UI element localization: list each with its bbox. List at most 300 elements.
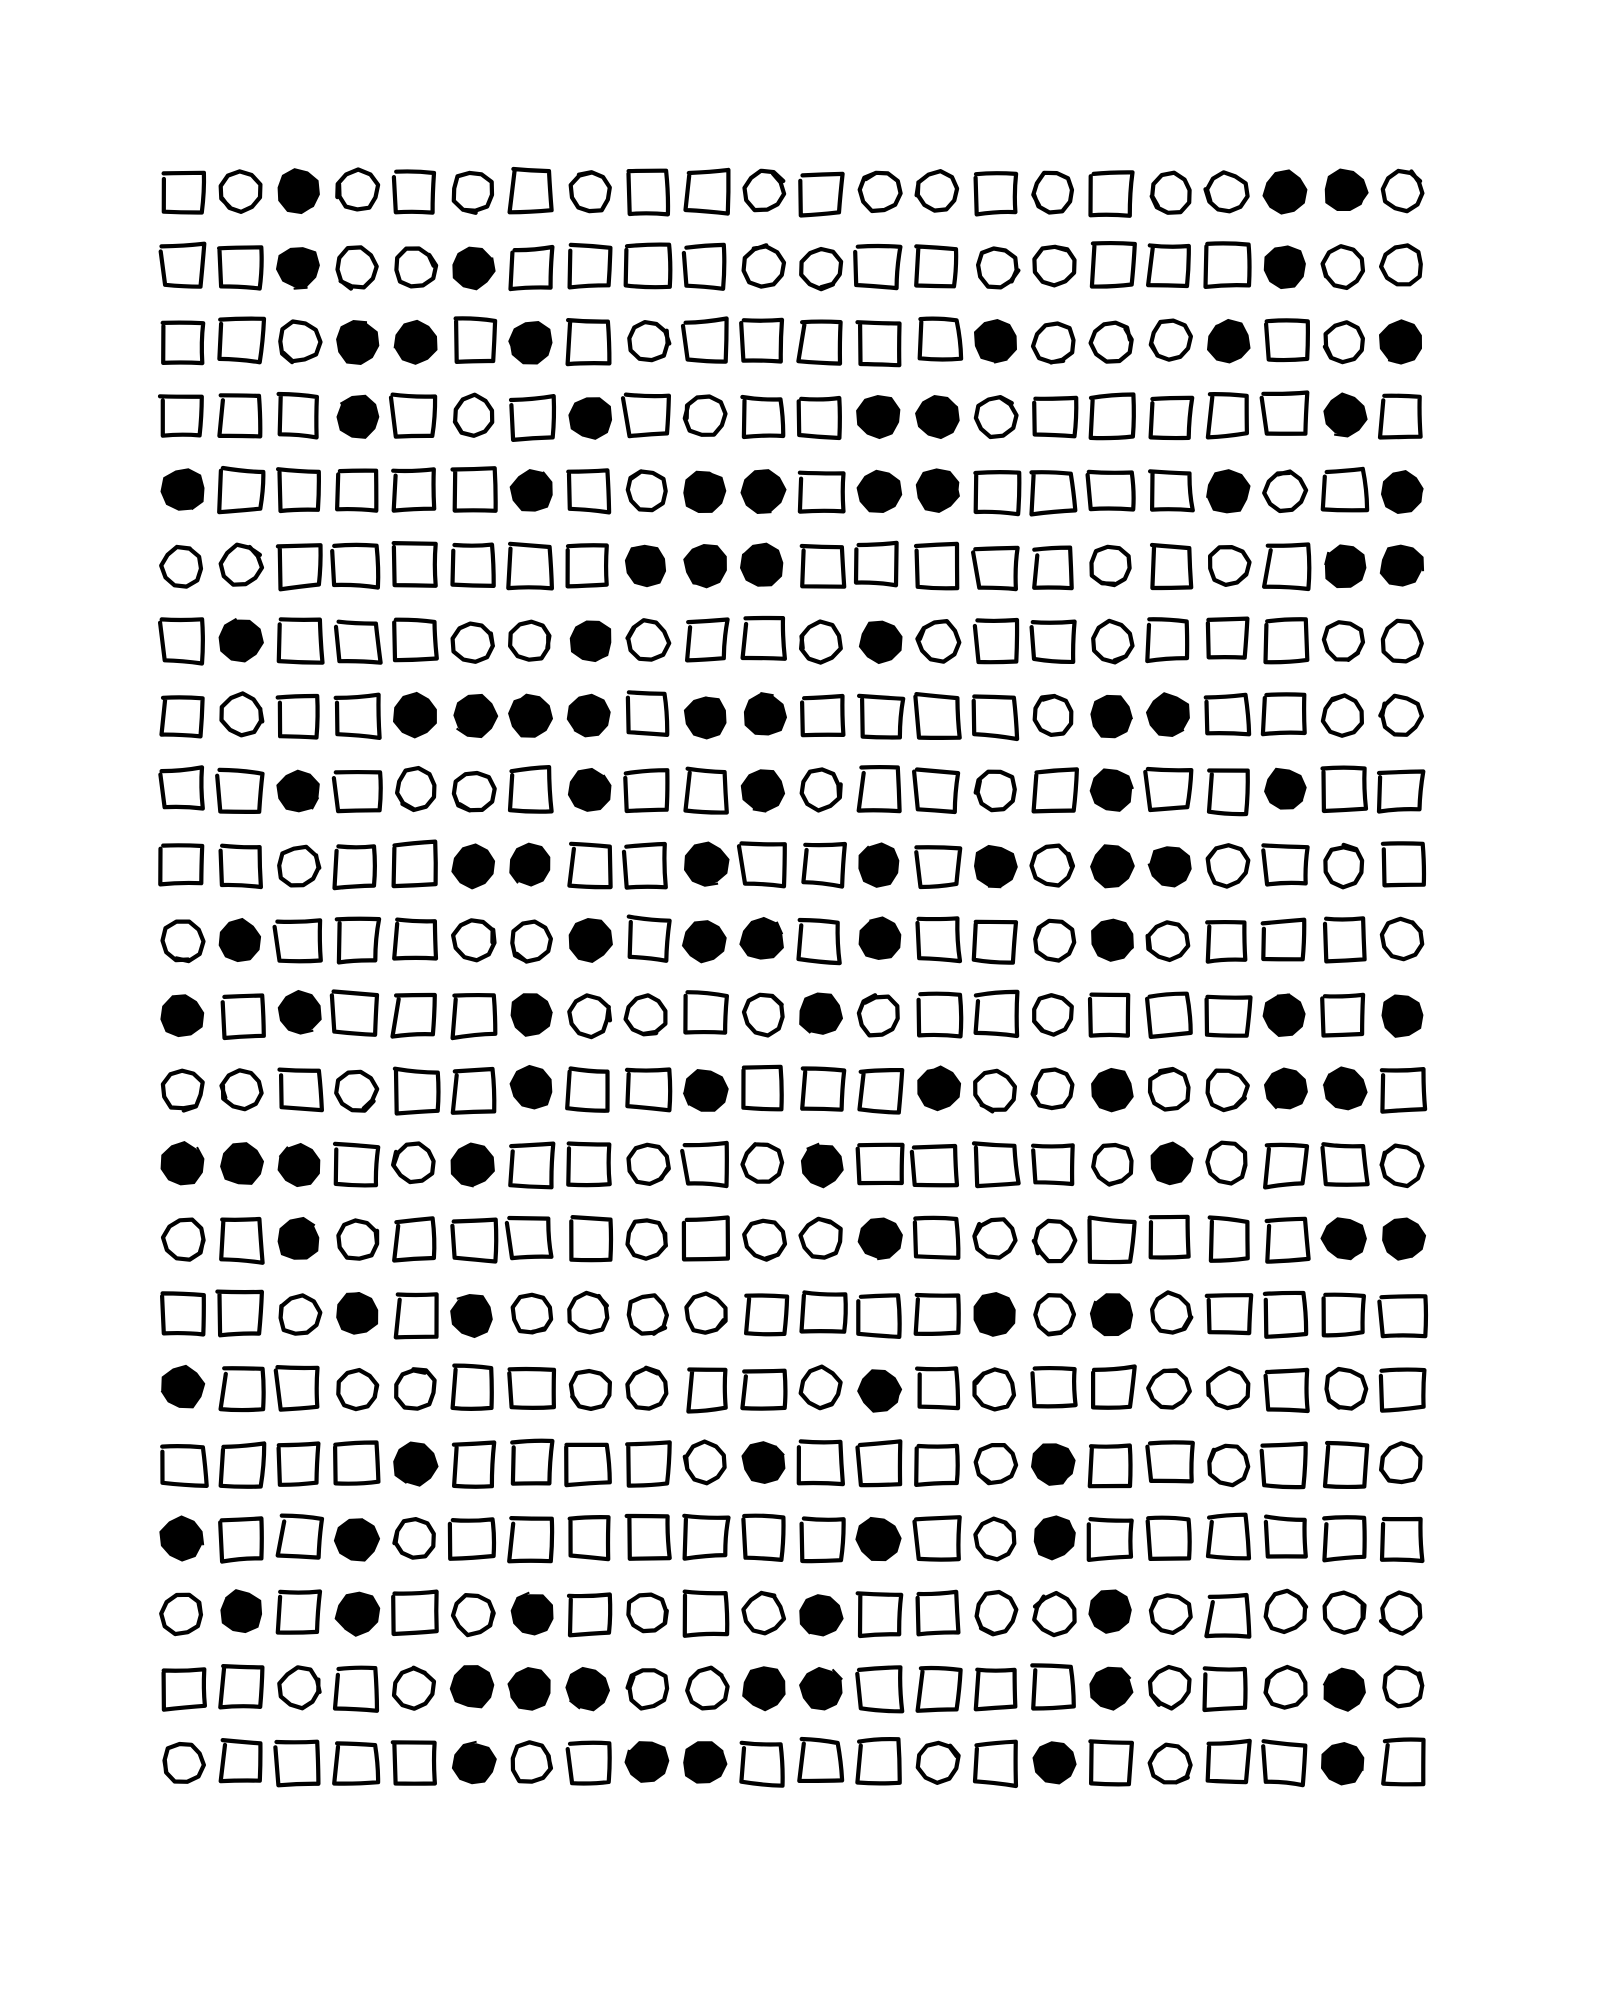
open-circle-shape <box>1383 621 1422 662</box>
filled-circle-shape <box>1324 394 1366 437</box>
open-square-shape <box>334 1743 378 1783</box>
open-circle-shape <box>1264 472 1306 512</box>
open-circle-shape <box>1266 1667 1306 1708</box>
open-square-shape <box>974 922 1016 963</box>
open-circle-shape <box>221 171 261 212</box>
open-circle-shape <box>396 249 436 287</box>
filled-circle-shape <box>1264 170 1307 213</box>
shape-row <box>162 1292 1426 1338</box>
open-square-shape <box>1208 1741 1250 1782</box>
open-square-shape <box>568 545 607 586</box>
filled-circle-shape <box>859 844 898 887</box>
open-square-shape <box>508 544 552 589</box>
open-square-shape <box>453 995 496 1038</box>
filled-circle-shape <box>1092 1069 1133 1111</box>
open-circle-shape <box>685 1442 725 1484</box>
open-circle-shape <box>974 1219 1015 1257</box>
open-square-shape <box>1379 1296 1426 1336</box>
open-square-shape <box>976 992 1018 1036</box>
filled-circle-shape <box>684 1742 726 1782</box>
open-circle-shape <box>1092 547 1130 585</box>
open-square-shape <box>571 1217 611 1260</box>
open-square-shape <box>279 394 317 437</box>
open-square-shape <box>1379 772 1423 812</box>
open-square-shape <box>453 545 494 586</box>
filled-circle-shape <box>512 1593 553 1635</box>
open-square-shape <box>568 1144 609 1186</box>
open-square-shape <box>1208 619 1248 658</box>
open-square-shape <box>1323 768 1367 811</box>
filled-circle-shape <box>626 546 665 586</box>
filled-circle-shape <box>1265 246 1305 288</box>
open-square-shape <box>1263 845 1307 884</box>
open-square-shape <box>337 919 379 963</box>
open-square-shape <box>684 245 724 289</box>
open-square-shape <box>1209 771 1248 815</box>
open-circle-shape <box>976 772 1015 810</box>
open-circle-shape <box>1150 1667 1190 1709</box>
open-square-shape <box>741 320 782 362</box>
open-square-shape <box>336 622 381 663</box>
filled-circle-shape <box>684 472 725 512</box>
filled-circle-shape <box>800 1595 842 1635</box>
open-square-shape <box>1266 320 1308 360</box>
open-square-shape <box>629 171 669 215</box>
open-square-shape <box>625 770 667 811</box>
open-circle-shape <box>1034 247 1074 286</box>
open-circle-shape <box>1152 173 1190 213</box>
open-square-shape <box>391 395 435 437</box>
open-circle-shape <box>1151 321 1191 360</box>
open-square-shape <box>1152 545 1191 588</box>
filled-circle-shape <box>743 1442 785 1483</box>
filled-circle-shape <box>1089 1590 1130 1633</box>
open-square-shape <box>217 770 262 812</box>
open-square-shape <box>395 1069 439 1114</box>
open-square-shape <box>1208 1515 1249 1559</box>
open-square-shape <box>1205 1668 1246 1710</box>
filled-circle-shape <box>856 1518 900 1560</box>
filled-circle-shape <box>743 1667 784 1710</box>
open-circle-shape <box>337 170 378 210</box>
open-square-shape <box>1383 843 1424 885</box>
filled-circle-shape <box>279 991 321 1034</box>
open-circle-shape <box>513 1742 551 1781</box>
open-circle-shape <box>744 995 783 1036</box>
filled-circle-shape <box>1324 1669 1365 1711</box>
filled-circle-shape <box>1380 320 1421 363</box>
filled-circle-shape <box>279 1218 319 1259</box>
open-square-shape <box>684 1516 728 1559</box>
open-square-shape <box>1033 1145 1073 1184</box>
open-square-shape <box>919 994 962 1037</box>
filled-circle-shape <box>1325 545 1365 587</box>
open-square-shape <box>219 468 263 512</box>
open-square-shape <box>684 1218 728 1260</box>
open-square-shape <box>332 992 377 1035</box>
open-square-shape <box>394 171 434 212</box>
open-square-shape <box>916 1446 958 1485</box>
open-square-shape <box>976 173 1017 214</box>
open-square-shape <box>858 1295 899 1337</box>
open-square-shape <box>975 472 1019 514</box>
open-circle-shape <box>975 1071 1015 1112</box>
filled-circle-shape <box>570 919 612 962</box>
open-square-shape <box>162 1446 207 1486</box>
open-square-shape <box>914 770 958 813</box>
open-square-shape <box>976 1670 1016 1710</box>
open-square-shape <box>1322 995 1363 1036</box>
open-circle-shape <box>1384 1668 1422 1707</box>
open-square-shape <box>1033 1368 1076 1406</box>
open-circle-shape <box>222 693 263 735</box>
open-square-shape <box>164 173 204 213</box>
open-square-shape <box>1034 398 1076 436</box>
open-square-shape <box>1265 1145 1307 1187</box>
open-square-shape <box>623 395 669 437</box>
filled-circle-shape <box>684 545 726 587</box>
open-square-shape <box>393 995 435 1037</box>
filled-circle-shape <box>1091 696 1132 737</box>
open-circle-shape <box>338 1370 377 1409</box>
open-square-shape <box>974 1143 1019 1186</box>
open-square-shape <box>918 1592 959 1635</box>
open-circle-shape <box>1266 1591 1306 1632</box>
open-square-shape <box>918 918 961 961</box>
open-circle-shape <box>626 995 666 1034</box>
open-square-shape <box>803 844 845 887</box>
open-circle-shape <box>1034 1221 1076 1261</box>
open-square-shape <box>160 396 202 435</box>
open-circle-shape <box>744 1221 785 1260</box>
open-circle-shape <box>1383 171 1423 211</box>
open-circle-shape <box>1032 846 1074 886</box>
open-square-shape <box>160 767 202 808</box>
filled-circle-shape <box>162 1366 205 1408</box>
shape-row <box>164 1665 1423 1711</box>
shape-row <box>162 1441 1420 1487</box>
filled-circle-shape <box>1264 995 1305 1037</box>
filled-circle-shape <box>1092 920 1133 961</box>
open-square-shape <box>1092 243 1135 287</box>
open-circle-shape <box>280 322 320 363</box>
filled-circle-shape <box>1322 1743 1363 1784</box>
filled-circle-shape <box>162 1142 204 1184</box>
filled-circle-shape <box>1382 471 1423 513</box>
open-circle-shape <box>338 1220 377 1258</box>
open-square-shape <box>742 397 783 437</box>
filled-circle-shape <box>221 1143 263 1184</box>
open-circle-shape <box>454 173 492 213</box>
open-square-shape <box>1325 918 1365 961</box>
open-square-shape <box>570 1517 609 1559</box>
open-square-shape <box>511 247 553 289</box>
open-circle-shape <box>744 245 784 286</box>
open-circle-shape <box>1093 1145 1131 1185</box>
open-square-shape <box>1032 1665 1074 1708</box>
filled-circle-shape <box>975 846 1017 887</box>
shape-row <box>162 1142 1423 1187</box>
open-circle-shape <box>1034 1593 1074 1635</box>
open-square-shape <box>568 1743 610 1784</box>
filled-circle-shape <box>337 321 378 364</box>
open-square-shape <box>1147 994 1191 1037</box>
filled-circle-shape <box>975 1293 1015 1336</box>
open-square-shape <box>626 245 671 288</box>
open-square-shape <box>456 318 496 362</box>
open-circle-shape <box>628 1220 666 1258</box>
open-circle-shape <box>279 847 319 886</box>
shape-row <box>162 692 1422 739</box>
open-circle-shape <box>918 1743 959 1783</box>
open-square-shape <box>859 696 903 738</box>
filled-circle-shape <box>395 321 437 364</box>
filled-circle-shape <box>857 396 899 438</box>
open-square-shape <box>685 1592 728 1636</box>
open-circle-shape <box>161 547 201 587</box>
open-square-shape <box>219 247 262 288</box>
open-square-shape <box>279 619 323 662</box>
open-square-shape <box>278 1592 320 1633</box>
filled-circle-shape <box>221 1590 261 1632</box>
open-square-shape <box>800 174 842 216</box>
open-square-shape <box>394 842 436 887</box>
open-square-shape <box>337 471 376 511</box>
filled-circle-shape <box>1207 470 1250 512</box>
open-square-shape <box>1151 1217 1189 1258</box>
open-square-shape <box>1262 393 1308 434</box>
open-circle-shape <box>221 545 262 585</box>
filled-circle-shape <box>162 469 204 509</box>
open-circle-shape <box>627 1368 666 1409</box>
open-square-shape <box>624 844 666 888</box>
open-circle-shape <box>394 1668 434 1709</box>
open-square-shape <box>454 1443 494 1487</box>
open-square-shape <box>627 1070 670 1111</box>
open-square-shape <box>221 1740 261 1781</box>
open-square-shape <box>511 396 554 440</box>
open-square-shape <box>568 470 609 512</box>
open-circle-shape <box>453 1595 494 1635</box>
open-circle-shape <box>1035 921 1074 961</box>
open-circle-shape <box>686 1294 725 1333</box>
open-circle-shape <box>1208 1368 1248 1408</box>
open-square-shape <box>687 620 728 661</box>
open-square-shape <box>920 319 961 360</box>
filled-circle-shape <box>858 1370 901 1411</box>
open-square-shape <box>628 692 667 735</box>
filled-circle-shape <box>220 619 263 662</box>
open-square-shape <box>164 1669 205 1709</box>
open-square-shape <box>916 246 956 286</box>
filled-circle-shape <box>451 1666 494 1707</box>
shape-row <box>163 1066 1425 1114</box>
open-square-shape <box>394 1218 434 1260</box>
open-square-shape <box>1090 1446 1131 1487</box>
open-circle-shape <box>1380 696 1422 735</box>
open-square-shape <box>858 1145 903 1183</box>
shape-row <box>161 1590 1420 1637</box>
open-square-shape <box>393 1592 437 1634</box>
open-square-shape <box>217 1292 262 1336</box>
open-square-shape <box>1090 1741 1132 1784</box>
open-square-shape <box>915 1218 958 1258</box>
shape-row <box>163 917 1423 964</box>
shape-row <box>162 1366 1425 1412</box>
open-circle-shape <box>801 1219 841 1258</box>
open-circle-shape <box>571 1371 610 1409</box>
shape-row <box>161 243 1421 289</box>
open-square-shape <box>161 244 205 287</box>
open-square-shape <box>394 543 436 586</box>
filled-circle-shape <box>452 845 494 889</box>
filled-circle-shape <box>512 994 552 1036</box>
open-circle-shape <box>629 1295 667 1334</box>
open-square-shape <box>858 1441 901 1485</box>
open-square-shape <box>336 695 380 738</box>
open-circle-shape <box>1033 1070 1073 1109</box>
filled-circle-shape <box>1265 769 1306 809</box>
open-circle-shape <box>860 173 901 211</box>
filled-circle-shape <box>1208 320 1250 363</box>
open-square-shape <box>799 1441 843 1484</box>
filled-circle-shape <box>452 1144 494 1187</box>
open-circle-shape <box>394 1519 433 1558</box>
open-square-shape <box>916 544 957 588</box>
open-square-shape <box>915 694 959 738</box>
open-square-shape <box>160 619 203 663</box>
open-circle-shape <box>976 1445 1016 1483</box>
open-square-shape <box>916 847 960 887</box>
filled-circle-shape <box>337 1293 377 1333</box>
open-square-shape <box>279 1444 319 1485</box>
open-square-shape <box>686 769 727 813</box>
open-square-shape <box>569 844 610 887</box>
open-circle-shape <box>336 1072 377 1111</box>
open-square-shape <box>1324 1517 1364 1560</box>
open-circle-shape <box>222 1070 262 1109</box>
open-circle-shape <box>1150 1069 1189 1110</box>
open-square-shape <box>1208 394 1247 437</box>
open-circle-shape <box>628 471 666 510</box>
open-circle-shape <box>1323 695 1362 735</box>
open-circle-shape <box>1093 621 1132 663</box>
open-circle-shape <box>1148 1370 1190 1407</box>
open-square-shape <box>1380 396 1421 438</box>
open-square-shape <box>393 1742 435 1783</box>
open-circle-shape <box>338 247 377 288</box>
open-square-shape <box>1210 1218 1248 1261</box>
open-square-shape <box>682 1143 727 1186</box>
open-square-shape <box>743 1067 781 1110</box>
open-circle-shape <box>571 172 610 211</box>
open-square-shape <box>219 395 260 436</box>
open-square-shape <box>453 468 496 511</box>
open-square-shape <box>219 319 264 363</box>
shape-row <box>160 767 1423 814</box>
filled-circle-shape <box>859 1219 902 1260</box>
shape-row <box>160 1515 1422 1562</box>
open-circle-shape <box>917 621 959 662</box>
filled-circle-shape <box>338 396 379 438</box>
filled-circle-shape <box>860 917 901 959</box>
open-circle-shape <box>801 249 841 289</box>
filled-circle-shape <box>1152 1143 1193 1185</box>
open-circle-shape <box>569 995 610 1037</box>
open-square-shape <box>974 697 1017 740</box>
open-square-shape <box>1147 1442 1192 1481</box>
open-circle-shape <box>1033 173 1072 213</box>
open-circle-shape <box>163 922 204 962</box>
open-circle-shape <box>628 620 670 659</box>
filled-circle-shape <box>1149 847 1191 886</box>
open-square-shape <box>686 170 729 214</box>
open-square-shape <box>1148 1518 1190 1559</box>
open-circle-shape <box>279 1667 319 1708</box>
open-square-shape <box>510 169 552 212</box>
open-circle-shape <box>1034 995 1072 1034</box>
filled-circle-shape <box>685 843 729 886</box>
shape-row <box>160 618 1422 664</box>
open-square-shape <box>567 1069 607 1111</box>
filled-circle-shape <box>800 1668 842 1710</box>
open-square-shape <box>799 1739 842 1781</box>
shape-row <box>165 1739 1424 1786</box>
open-circle-shape <box>1327 1369 1367 1409</box>
open-square-shape <box>1150 471 1193 510</box>
open-circle-shape <box>1210 547 1249 585</box>
open-circle-shape <box>163 1220 204 1260</box>
open-square-shape <box>1206 695 1249 735</box>
filled-circle-shape <box>1265 1069 1307 1109</box>
open-circle-shape <box>1325 1593 1365 1633</box>
open-square-shape <box>221 846 261 887</box>
open-square-shape <box>163 323 204 363</box>
open-square-shape <box>1034 548 1072 589</box>
open-square-shape <box>280 1070 322 1111</box>
open-square-shape <box>915 1517 960 1559</box>
open-square-shape <box>743 618 785 659</box>
open-circle-shape <box>165 1744 204 1782</box>
filled-circle-shape <box>625 1742 668 1782</box>
open-square-shape <box>276 1367 318 1410</box>
open-square-shape <box>1266 1517 1306 1557</box>
open-square-shape <box>568 320 610 364</box>
filled-circle-shape <box>742 470 786 513</box>
open-square-shape <box>1090 995 1128 1036</box>
open-circle-shape <box>801 622 841 663</box>
open-square-shape <box>393 469 434 510</box>
shape-row <box>164 169 1423 216</box>
open-circle-shape <box>281 1295 321 1333</box>
open-square-shape <box>160 845 202 884</box>
open-circle-shape <box>1091 323 1132 362</box>
open-circle-shape <box>1324 622 1363 660</box>
open-square-shape <box>509 1518 552 1561</box>
open-square-shape <box>855 246 900 288</box>
open-circle-shape <box>569 1293 607 1333</box>
open-square-shape <box>453 1366 492 1409</box>
open-circle-shape <box>1323 246 1363 288</box>
open-square-shape <box>743 1516 783 1560</box>
open-square-shape <box>1034 769 1077 811</box>
open-square-shape <box>859 767 900 811</box>
open-square-shape <box>1091 395 1134 439</box>
open-square-shape <box>739 843 785 886</box>
open-square-shape <box>1206 243 1250 287</box>
open-square-shape <box>334 772 381 811</box>
open-circle-shape <box>685 397 726 435</box>
